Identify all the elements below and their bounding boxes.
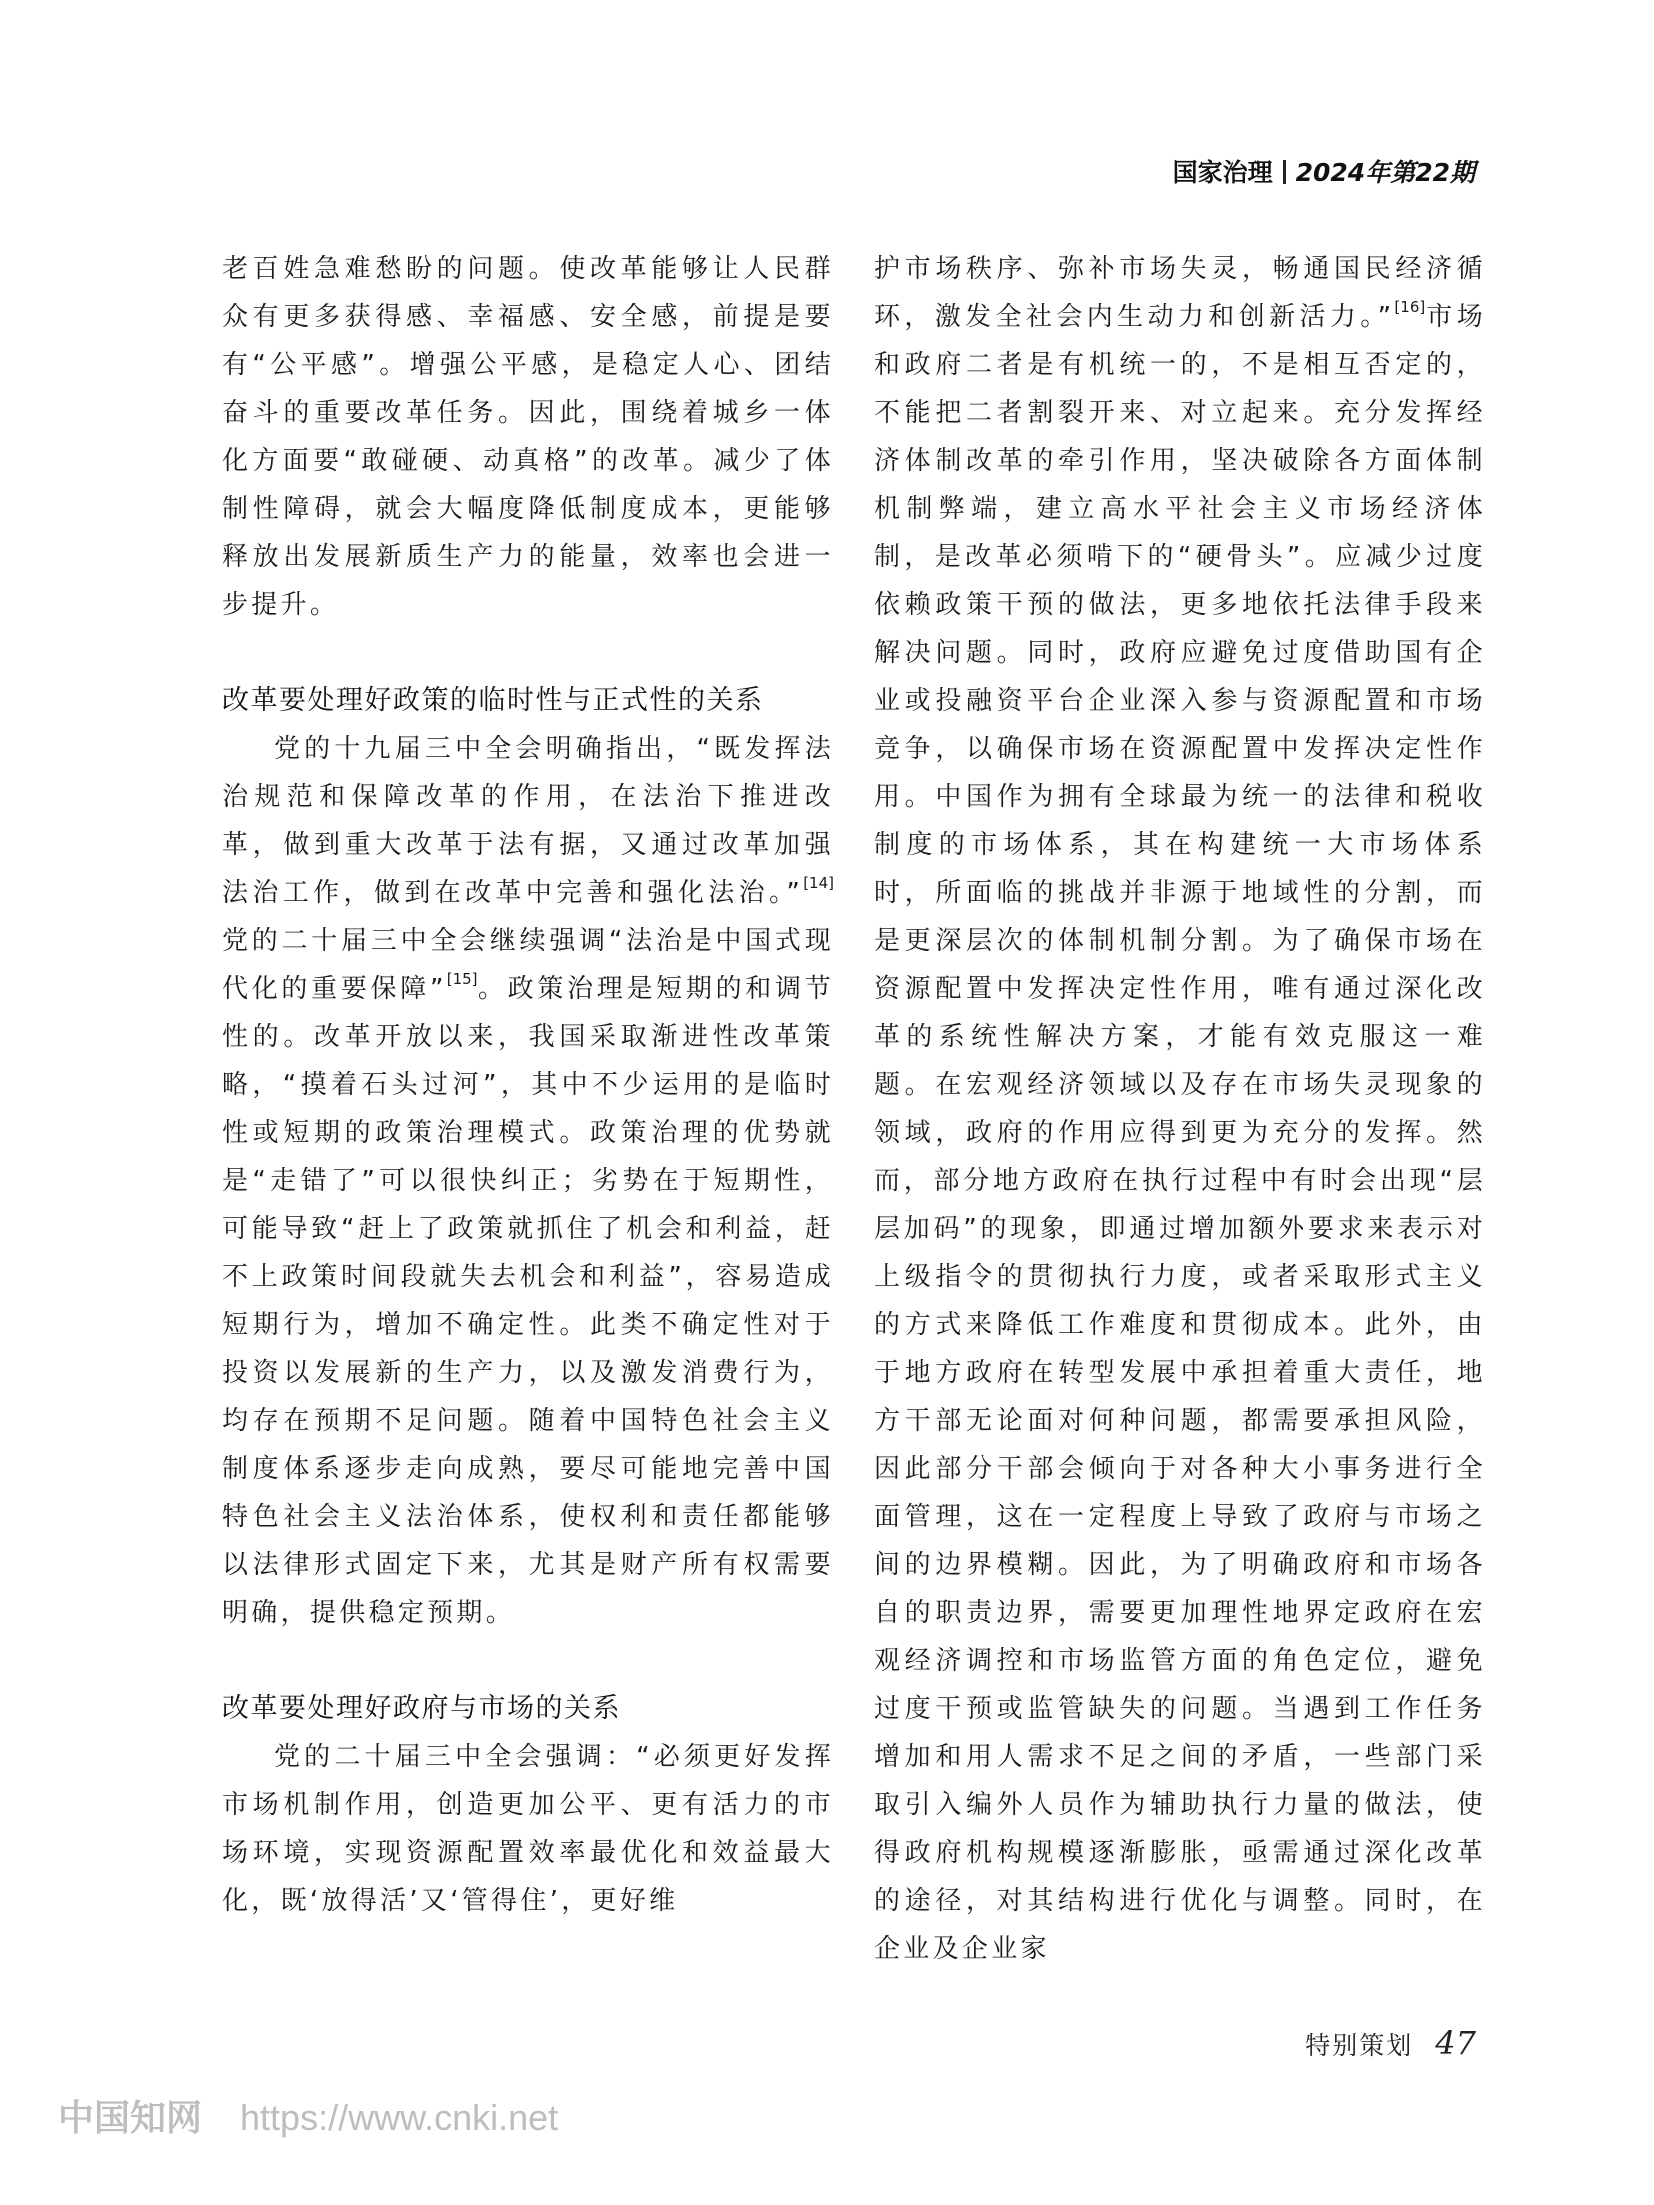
citation-ref[interactable]: [16] (1394, 298, 1426, 316)
section-heading: 改革要处理好政策的临时性与正式性的关系 (222, 685, 764, 716)
journal-name: 国家治理 (1172, 158, 1273, 187)
header-divider (1283, 160, 1286, 184)
running-header (1173, 153, 1475, 189)
section-label: 特别策划 (1305, 2031, 1414, 2060)
page-footer (1305, 2024, 1476, 2062)
paragraph: 党的二十届三中全会强调：“必须更好发挥市场机制作用，创造更加公平、更有活力的市场环境，实现资源配置效率最优化和效益最大化，既‘放得活’又‘管得住’，更好维 (222, 1742, 834, 1916)
paragraph: 护市场秩序、弥补市场失灵，畅通国民经济循环，激发全社会内生动力和创新活力。”[16]市场和政府二者是有机统一的，不是相互否定的，不能把二者割裂开来、对立起来。充分发挥经济体制改革的牵引作用，坚决破除各方面体制机制弊端，建立高水平社会主义市场经济体制，是改革必须啃下的“硬骨头”。应减少过度依赖政策干预的做法，更多地依托法律手段来解决问题。同时，政府应避免过度借助国有企业或投融资平台企业深入参与资源配置和市场竞争，以确保市场在资源配置中发挥决定性作用。中国作为拥有全球最为统一的法律和税收制度的市场体系，其在构建统一大市场体系时，所面临的挑战并非源于地域性的分割，而是更深层次的体制机制分割。为了确保市场在资源配置中发挥决定性作用，唯有通过深化改革的系统性解决方案，才能有效克服这一难题。在宏观经济领域以及存在市场失灵现象的领域，政府的作用应得到更为充分的发挥。然而，部分地方政府在执行过程中有时会出现“层层加码”的现象，即通过增加额外要求来表示对上级指令的贯彻执行力度，或者采取形式主义的方式来降低工作难度和贯彻成本。此外，由于地方政府在转型发展中承担着重大责任，地方干部无论面对何种问题，都需要承担风险，因此部分干部会倾向于对各种大小事务进行全面管理，这在一定程度上导致了政府与市场之间的边界模糊。因此，为了明确政府和市场各自的职责边界，需要更加理性地界定政府在宏观经济调控和市场监管方面的角色定位，避免过度干预或监管缺失的问题。当遇到工作任务增加和用人需求不足之间的矛盾，一些部门采取引入编外人员作为辅助执行力量的做法，使得政府机构规模逐渐膨胀，亟需通过深化改革的途径，对其结构进行优化与调整。同时，在企业及企业家 (874, 254, 1486, 1964)
cnki-logo: 中国知网 (58, 2097, 203, 2138)
page-number: 47 (1435, 2024, 1476, 2062)
paragraph: 老百姓急难愁盼的问题。使改革能够让人民群众有更多获得感、幸福感、安全感，前提是要有“公平感”。增强公平感，是稳定人心、团结奋斗的重要改革任务。因此，围绕着城乡一体化方面要“敢碰硬、动真格”的改革。减少了体制性障碍，就会大幅度降低制度成本，更能够释放出发展新质生产力的能量，效率也会进一步提升。 (222, 254, 834, 620)
issue-label: 2024年第22期 (1295, 158, 1475, 187)
citation-ref[interactable]: [14] (803, 874, 834, 892)
section-heading: 改革要处理好政府与市场的关系 (222, 1693, 621, 1724)
watermark (58, 2090, 558, 2141)
watermark-url[interactable]: https://www.cnki.net (240, 2097, 559, 2138)
paragraph: 党的十九届三中全会明确指出，“既发挥法治规范和保障改革的作用，在法治下推进改革，做到重大改革于法有据，又通过改革加强法治工作，做到在改革中完善和强化法治。”[14]党的二十届三中全会继续强调“法治是中国式现代化的重要保障”[15]。政策治理是短期的和调节性的。改革开放以来，我国采取渐进性改革策略，“摸着石头过河”，其中不少运用的是临时性或短期的政策治理模式。政策治理的优势就是“走错了”可以很快纠正；劣势在于短期性，可能导致“赶上了政策就抓住了机会和利益，赶不上政策时间段就失去机会和利益”，容易造成短期行为，增加不确定性。此类不确定性对于投资以发展新的生产力，以及激发消费行为，均存在预期不足问题。随着中国特色社会主义制度体系逐步走向成熟，要尽可能地完善中国特色社会主义法治体系，使权利和责任都能够以法律形式固定下来，尤其是财产所有权需要明确，提供稳定预期。 (222, 734, 834, 1628)
citation-ref[interactable]: [15] (446, 970, 478, 988)
right-column (874, 245, 1486, 1973)
left-column (222, 245, 834, 1925)
